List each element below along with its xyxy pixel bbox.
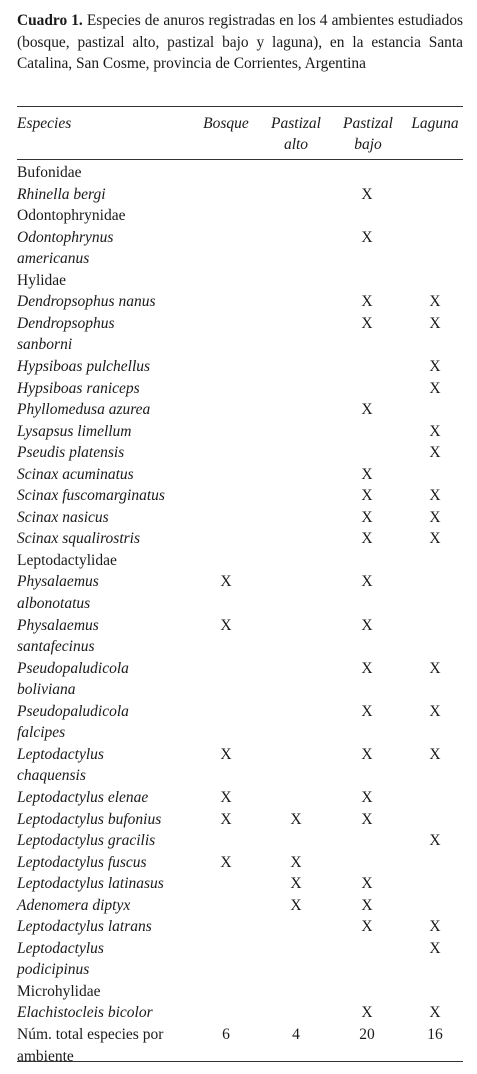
species-name: Elachistocleis bicolor — [17, 1004, 153, 1022]
presence-mark: X — [429, 314, 441, 332]
presence-mark: X — [429, 745, 441, 763]
total-label: ambiente — [17, 1047, 74, 1065]
species-name: americanus — [17, 250, 90, 268]
family-label: Hylidae — [17, 271, 67, 289]
presence-mark: X — [429, 444, 441, 462]
presence-mark: X — [429, 939, 441, 957]
presence-mark: X — [220, 573, 232, 591]
total-value: 16 — [427, 1026, 443, 1043]
species-name: Leptodactylus latrans — [17, 918, 152, 936]
species-name: Rhinella bergi — [17, 185, 106, 203]
presence-mark: X — [361, 702, 373, 720]
header-pastizal-bajo-line1: Pastizal — [343, 115, 393, 132]
species-name: Physalaemus — [17, 573, 99, 591]
presence-mark: X — [361, 293, 373, 311]
species-name: santafecinus — [17, 638, 95, 656]
presence-mark: X — [361, 401, 373, 419]
species-name: falcipes — [17, 724, 66, 742]
header-pastizal-alto-line1: Pastizal — [271, 115, 321, 132]
species-name: Leptodactylus elenae — [17, 788, 149, 806]
presence-mark: X — [361, 1004, 373, 1022]
species-name: Lysapsus limellum — [17, 422, 132, 440]
family-label: Leptodactylidae — [17, 551, 117, 569]
total-value: 4 — [292, 1026, 300, 1043]
species-name: albonotatus — [17, 595, 91, 612]
species-name: Leptodactylus fuscus — [17, 853, 147, 871]
species-name: Phyllomedusa azurea — [17, 401, 151, 419]
presence-mark: X — [361, 875, 373, 893]
presence-mark: X — [429, 293, 441, 311]
species-name: Dendropsophus nanus — [17, 293, 156, 311]
header-laguna: Laguna — [411, 115, 459, 132]
header-pastizal-alto-line2: alto — [283, 136, 309, 153]
header-pastizal-bajo-line2: bajo — [354, 136, 382, 153]
presence-mark: X — [290, 810, 302, 828]
presence-mark: X — [361, 918, 373, 936]
species-name: Adenomera diptyx — [17, 896, 131, 914]
species-name: Scinax squalirostris — [17, 530, 141, 548]
species-name: sanborni — [17, 336, 73, 354]
species-name: Scinax fuscomarginatus — [17, 487, 165, 505]
presence-mark: X — [361, 788, 373, 806]
family-label: Bufonidae — [17, 164, 82, 181]
family-label: Odontophrynidae — [17, 207, 126, 225]
total-label: Núm. total especies por — [17, 1026, 164, 1043]
species-name: Scinax nasicus — [17, 508, 109, 526]
presence-mark: X — [220, 788, 232, 806]
presence-mark: X — [429, 832, 441, 850]
header-bosque: Bosque — [203, 115, 249, 132]
presence-mark: X — [220, 810, 232, 828]
presence-mark: X — [361, 465, 373, 483]
total-value: 6 — [222, 1026, 230, 1043]
presence-mark: X — [220, 745, 232, 763]
presence-mark: X — [361, 314, 373, 332]
species-name: Odontophrynus — [17, 228, 114, 246]
presence-mark: X — [361, 659, 373, 677]
presence-mark: X — [361, 185, 373, 203]
presence-mark: X — [429, 487, 441, 505]
presence-mark: X — [429, 379, 441, 397]
species-name: Dendropsophus — [17, 314, 115, 332]
species-name: podicipinus — [17, 961, 90, 979]
bottom-rule — [17, 1061, 463, 1062]
caption-label: Cuadro 1. — [17, 12, 83, 29]
header-species: Especies — [17, 115, 72, 132]
presence-mark: X — [429, 702, 441, 720]
presence-mark: X — [429, 422, 441, 440]
species-name: Leptodactylus — [17, 939, 104, 957]
presence-mark: X — [220, 616, 232, 634]
presence-mark: X — [361, 810, 373, 828]
species-name: Physalaemus — [17, 616, 99, 634]
presence-mark: X — [361, 228, 373, 246]
species-name: Leptodactylus bufonius — [17, 810, 162, 828]
presence-mark: X — [361, 616, 373, 634]
presence-mark: X — [361, 745, 373, 763]
family-label: Microhylidae — [17, 982, 101, 1000]
species-name: chaquensis — [17, 767, 86, 785]
presence-mark: X — [290, 875, 302, 893]
presence-mark: X — [361, 487, 373, 505]
presence-mark: X — [361, 530, 373, 548]
species-name: Pseudopaludicola — [17, 659, 129, 677]
species-name: Pseudopaludicola — [17, 702, 129, 720]
caption-text: Especies de anuros registradas en los 4 ambientes estudiados (bosque, pastizal alto, pastizal bajo y laguna), en la estancia Santa Catalina, San Cosme, provincia de Corrientes, Argentina — [17, 12, 464, 72]
presence-mark: X — [361, 508, 373, 526]
species-name: Hypsiboas pulchellus — [17, 357, 151, 375]
presence-mark: X — [429, 530, 441, 548]
presence-mark: X — [220, 853, 232, 871]
presence-mark: X — [429, 1004, 441, 1022]
species-name: Pseudis platensis — [17, 444, 125, 462]
presence-mark: X — [429, 508, 441, 526]
species-name: Scinax acuminatus — [17, 465, 134, 483]
presence-mark: X — [361, 573, 373, 591]
total-value: 20 — [359, 1026, 375, 1043]
species-name: Hypsiboas raniceps — [17, 379, 140, 397]
presence-mark: X — [290, 896, 302, 914]
species-name: boliviana — [17, 681, 76, 699]
species-name: Leptodactylus — [17, 745, 104, 763]
species-name: Leptodactylus latinasus — [17, 875, 164, 893]
species-name: Leptodactylus gracilis — [17, 832, 156, 850]
presence-mark: X — [361, 896, 373, 914]
presence-mark: X — [429, 357, 441, 375]
presence-mark: X — [290, 853, 302, 871]
presence-mark: X — [429, 918, 441, 936]
presence-mark: X — [429, 659, 441, 677]
